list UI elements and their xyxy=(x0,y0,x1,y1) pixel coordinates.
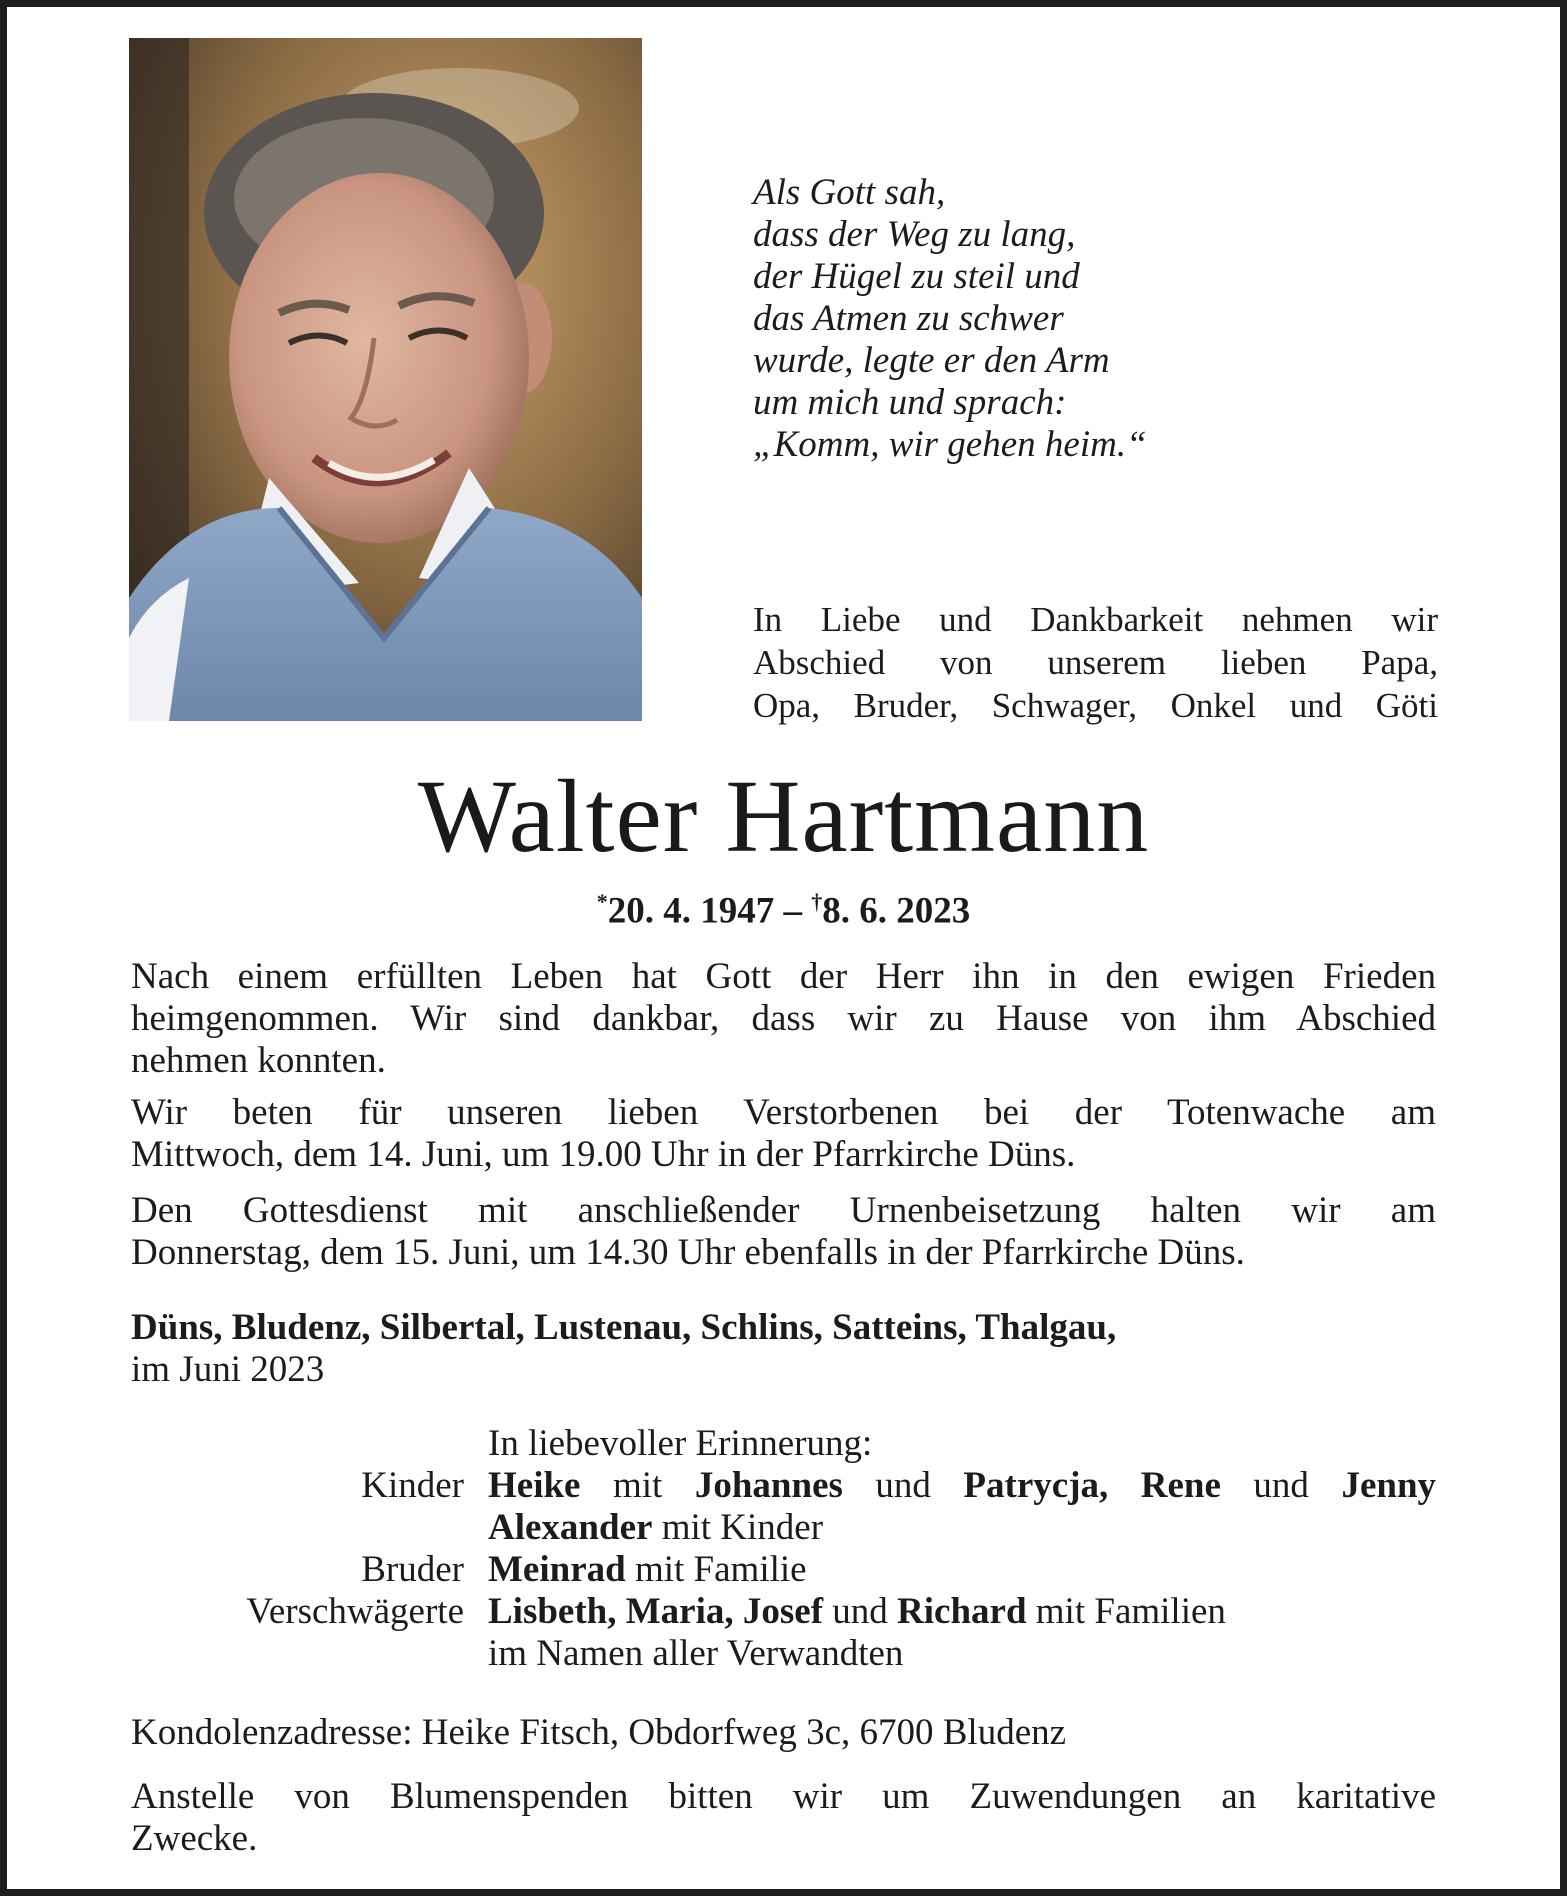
paragraph-passing xyxy=(131,956,1436,1082)
relation-label: Verschwägerte xyxy=(246,1591,464,1632)
life-dates xyxy=(0,880,1567,933)
poem-line: dass der Weg zu lang, xyxy=(753,214,1076,255)
death-mark: † xyxy=(811,889,823,914)
paragraph-wake xyxy=(131,1092,1436,1176)
mourners-row-kinder xyxy=(131,1465,1436,1507)
portrait-illustration xyxy=(129,38,642,721)
verschwaegerte-names: Lisbeth, Maria, Josef und Richard mit Familien xyxy=(488,1591,1226,1632)
paragraph-line: Den Gottesdienst mit anschließender Urnenbeisetzung halten wir am xyxy=(131,1190,1436,1231)
mourners-closing-row xyxy=(131,1633,1436,1675)
paragraph-line: Wir beten für unseren lieben Verstorbenen bei der Totenwache am xyxy=(131,1092,1436,1133)
kinder-names-2: Alexander mit Kinder xyxy=(488,1507,824,1548)
mourners-list xyxy=(131,1423,1436,1675)
places-list: Düns, Bludenz, Silbertal, Lustenau, Schlins, Satteins, Thalgau, xyxy=(131,1307,1117,1348)
date-separator: – xyxy=(774,890,812,932)
portrait-photo xyxy=(129,38,642,721)
paragraph-line: Nach einem erfüllten Leben hat Gott der Herr ihn in den ewigen Frieden xyxy=(131,956,1436,997)
intro-line: In Liebe und Dankbarkeit nehmen wir xyxy=(753,600,1438,639)
poem-line: Als Gott sah, xyxy=(753,172,946,213)
bruder-names: Meinrad mit Familie xyxy=(488,1549,807,1590)
relation-label: Kinder xyxy=(361,1465,464,1506)
paragraph-service xyxy=(131,1190,1436,1274)
donation-line: Anstelle von Blumenspenden bitten wir um Zuwendungen an karitative xyxy=(131,1776,1436,1817)
poem-line: „Komm, wir gehen heim.“ xyxy=(753,424,1147,465)
poem xyxy=(753,172,1353,466)
mourners-closing: im Namen aller Verwandten xyxy=(488,1633,904,1674)
condolence-address xyxy=(131,1712,1436,1754)
birth-date: 20. 4. 1947 xyxy=(607,890,775,932)
condolence-address-text: Kondolenzadresse: Heike Fitsch, Obdorfweg 3c, 6700 Bludenz xyxy=(131,1712,1067,1753)
poem-line: wurde, legte er den Arm xyxy=(753,340,1110,381)
poem-line: um mich und sprach: xyxy=(753,382,1067,423)
notice-date: im Juni 2023 xyxy=(131,1349,325,1390)
places-and-date xyxy=(131,1307,1436,1391)
paragraph-line: Mittwoch, dem 14. Juni, um 19.00 Uhr in der Pfarrkirche Düns. xyxy=(131,1134,1076,1175)
donation-note xyxy=(131,1776,1436,1860)
mourners-row-verschwaegerte xyxy=(131,1591,1436,1633)
death-date: 8. 6. 2023 xyxy=(822,890,971,932)
mourners-row-kinder-2 xyxy=(131,1507,1436,1549)
relation-label: Bruder xyxy=(361,1549,464,1590)
poem-line: der Hügel zu steil und xyxy=(753,256,1080,297)
intro-line: Abschied von unserem lieben Papa, xyxy=(753,643,1438,682)
intro-paragraph xyxy=(753,598,1438,727)
donation-line: Zwecke. xyxy=(131,1818,258,1859)
mourners-heading-row xyxy=(131,1423,1436,1465)
birth-mark: * xyxy=(596,889,608,914)
paragraph-line: nehmen konnten. xyxy=(131,1040,386,1081)
poem-line: das Atmen zu schwer xyxy=(753,298,1064,339)
kinder-names: Heike mit Johannes und Patrycja, Rene und Jenny xyxy=(488,1465,1437,1506)
intro-line: Opa, Bruder, Schwager, Onkel und Göti xyxy=(753,686,1438,725)
mourners-heading: In liebevoller Erinnerung: xyxy=(488,1423,873,1464)
paragraph-line: Donnerstag, dem 15. Juni, um 14.30 Uhr ebenfalls in der Pfarrkirche Düns. xyxy=(131,1232,1245,1273)
deceased-name: Walter Hartmann xyxy=(417,759,1150,874)
paragraph-line: heimgenommen. Wir sind dankbar, dass wir zu Hause von ihm Abschied xyxy=(131,998,1436,1039)
mourners-row-bruder xyxy=(131,1549,1436,1591)
